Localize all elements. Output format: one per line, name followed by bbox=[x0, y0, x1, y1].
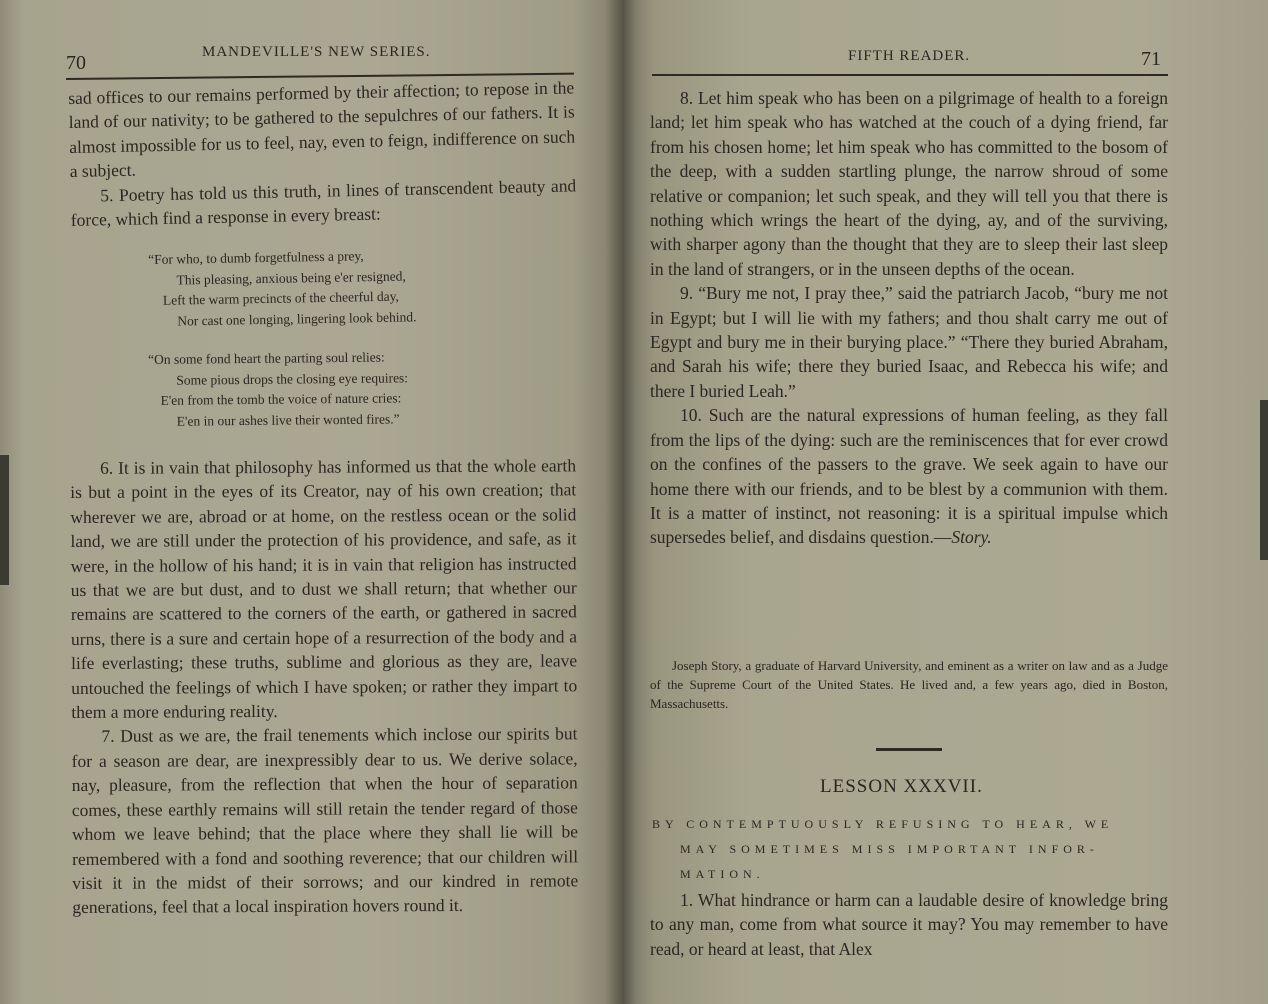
right-text-bottom bbox=[650, 888, 1168, 961]
paragraph-5: 5. Poetry has told us this truth, in lines of transcendent beauty and force, which find a response in every breast: bbox=[70, 175, 577, 230]
subtitle-line: MAY SOMETIMES MISS IMPORTANT INFOR- bbox=[680, 842, 1099, 856]
paragraph-8: 8. Let him speak who has been on a pilgrimage of health to a foreign land; let him speak who has watched at the couch of a dying friend, far from his chosen home; let him speak who has committed to the bosom of the deep, with a sudden startling plunge, the narrow shroud of some relative or companion; let such speak, and they will tell you that there is nothing which wrings the heart of the dying, ay, and of the surviving, with sharper agony than the thought that they are to sleep their last sleep in the land of strangers, or in the unseen depths of the ocean. bbox=[650, 88, 1168, 279]
poem-line: Some pious drops the closing eye requires: bbox=[176, 369, 409, 388]
subtitle-line: BY CONTEMPTUOUSLY REFUSING TO HEAR, WE bbox=[652, 817, 1114, 831]
poem-line: Nor cast one longing, lingering look behind. bbox=[177, 308, 417, 328]
lesson-title: LESSON XXXVII. bbox=[820, 776, 983, 797]
poem-line: This pleasing, anxious being e'er resigned, bbox=[176, 268, 406, 288]
right-page bbox=[622, 0, 1268, 1004]
left-page-number: 70 bbox=[66, 52, 86, 74]
right-edge-shadow bbox=[1260, 400, 1268, 560]
right-running-head: FIFTH READER. bbox=[848, 48, 971, 64]
paragraph-9: 9. “Bury me not, I pray thee,” said the patriarch Jacob, “bury me not in Egypt; but I will lie with my fathers; and thou shalt carry me out of Egypt and bury me in their burying place.” “There they buried Abraham, and Sarah his wife; there they buried Isaac, and Rebecca his wife; and there I buried Leah.” bbox=[650, 283, 1168, 401]
poem-line: “For who, to dumb forgetfulness a prey, bbox=[148, 248, 364, 267]
right-text-top bbox=[650, 86, 1168, 550]
paragraph-1: 1. What hindrance or harm can a laudable desire of knowledge bring to any man, come from what source it may? You may remember to have read, or heard at least, that Alex bbox=[650, 890, 1168, 959]
right-header-rule bbox=[652, 74, 1168, 76]
paragraph-6: 6. It is in vain that philosophy has informed us that the whole earth is but a point in the eyes of its Creator, nay of his own creation; that wherever we are, abroad or at home, on the restless ocean or the solid land, we are still under the protection of his providence, and safe, as it were, in the hollow of his hand; it is in vain that religion has instructed us that we are but dust, and to dust we shall return; that whether our remains are scattered to the corners of the earth, or gathered in sacred urns, there is a sure and certain hope of a resurrection of the body and a life everlasting; these truths, sublime and glorious as they are, leave untouched the feelings of which I have spoken; or rather they impart to them a more enduring reality. bbox=[70, 455, 578, 723]
lesson-subtitle bbox=[652, 812, 1170, 887]
left-edge-shadow bbox=[0, 455, 9, 585]
poem-line: E'en in our ashes live their wonted fires.” bbox=[176, 410, 400, 429]
section-divider bbox=[876, 748, 942, 751]
poem-stanza-1 bbox=[148, 245, 417, 332]
poem-line: Left the warm precincts of the cheerful day, bbox=[162, 288, 399, 308]
paragraph-10-author: Story. bbox=[951, 527, 992, 548]
left-running-head: MANDEVILLE'S NEW SERIES. bbox=[202, 44, 431, 60]
left-text-bottom bbox=[70, 453, 578, 919]
paragraph-continued: sad offices to our remains performed by their affection; to repose in the land of our nativity; to be gathered to the sepulchres of our fathers. It is almost impossible for us to feel, nay, even to feign, indifference on such a subject. bbox=[68, 77, 576, 182]
paragraph-10-text: 10. Such are the natural expressions of human feeling, as they fall from the lips of the dying: such are the reminiscences that for ever crowd on the confines of the passers to the grave. We seek again to have our home there with our friends, and to be blest by a communion with them. It is a matter of instinct, not reasoning: it is a spiritual impulse which supersedes belief, and disdains question.— bbox=[650, 405, 1168, 548]
book-gutter bbox=[606, 0, 636, 1004]
right-page-number: 71 bbox=[1141, 48, 1161, 70]
left-text-top bbox=[68, 75, 577, 232]
poem-stanza-2 bbox=[148, 347, 409, 432]
paragraph-10 bbox=[650, 403, 1168, 549]
footnote-text: Joseph Story, a graduate of Harvard University, and eminent as a writer on law and as a Judge of the Supreme Court of the United States. He lived and, a few years ago, died in Boston, Massachusetts. bbox=[650, 658, 1168, 711]
poem-line: E'en from the tomb the voice of nature cries: bbox=[160, 390, 402, 408]
poem-line: “On some fond heart the parting soul relies: bbox=[148, 349, 385, 367]
subtitle-line: MATION. bbox=[680, 867, 765, 881]
paragraph-7: 7. Dust as we are, the frail tenements which inclose our spirits but for a season are dear, are inexpressibly dear to us. We derive solace, nay, pleasure, from the reflection that when the hour of separation comes, these earthly remains will still retain the tender regard of those whom we leave behind; that the place where they shall lie will be remembered with a fond and soothing reverence; that our children will visit it in the midst of their sorrows; and our kindred in remote generations, feel that a local inspiration hovers round it. bbox=[71, 723, 579, 918]
left-page bbox=[0, 0, 622, 1004]
footnote bbox=[650, 656, 1168, 713]
